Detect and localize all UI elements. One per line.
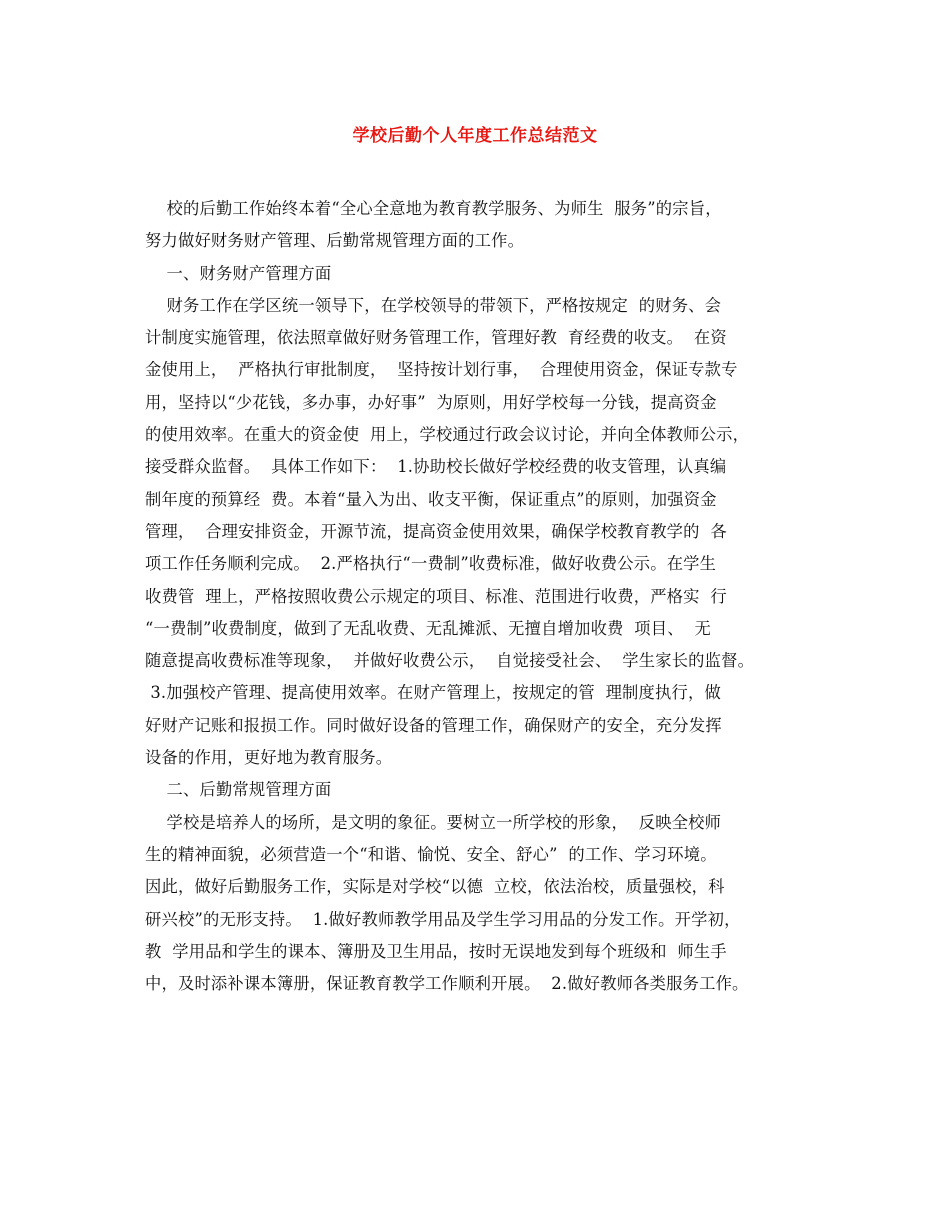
body-line: 中，及时添补课本簿册，保证教育教学工作顺利开展。 2.做好教师各类服务工作。 (145, 974, 749, 994)
body-line: 收费管 理上，严格按照收费公示规定的项目、标准、范围进行收费，严格实 行 (145, 586, 727, 606)
body-line: 研兴校”的无形支持。 1.做好教师教学用品及学生学习用品的分发工作。开学初， (145, 909, 741, 929)
body-line: 计制度实施管理，依法照章做好财务管理工作，管理好教 育经费的收支。 在资 (145, 328, 727, 348)
body-line: 随意提高收费标准等现象， 并做好收费公示， 自觉接受社会、 学生家长的监督。 (145, 651, 755, 671)
body-line: 好财产记账和报损工作。同时做好设备的管理工作，确保财产的安全，充分发挥 (145, 715, 722, 735)
body-line: 管理， 合理安排资金，开源节流，提高资金使用效果，确保学校教育教学的 各 (145, 521, 727, 541)
body-line: 努力做好财务财产管理、后勤常规管理方面的工作。 (145, 231, 525, 251)
body-line: 校的后勤工作始终本着“全心全意地为教育教学服务、为师生 服务”的宗旨， (145, 199, 722, 218)
body-line: 财务工作在学区统一领导下，在学校领导的带领下，严格按规定 的财务、会 (145, 295, 722, 315)
body-line: 因此，做好后勤服务工作，实际是对学校“以德 立校，依法治校，质量强校，科 (145, 877, 725, 897)
body-line: 制年度的预算经 费。本着“量入为出、收支平衡，保证重点”的原则，加强资金 (145, 489, 717, 509)
body-line: 接受群众监督。 具体工作如下： 1.协助校长做好学校经费的收支管理，认真编 (145, 457, 727, 477)
body-line: 教 学用品和学生的课本、簿册及卫生用品，按时无误地发到每个班级和 师生手 (145, 941, 727, 961)
body-line: “一费制”收费制度，做到了无乱收费、无乱摊派、无擅自增加收费 项目、 无 (145, 618, 711, 638)
body-line: 项工作任务顺利完成。 2.严格执行“一费制”收费标准，做好收费公示。在学生 (145, 554, 717, 574)
body-line: 生的精神面貌，必须营造一个“和谐、愉悦、安全、舒心” 的工作、学习环境。 (145, 844, 717, 864)
section-heading: 二、后勤常规管理方面 (145, 780, 332, 800)
section-heading: 一、财务财产管理方面 (145, 263, 332, 283)
body-line: 金使用上， 严格执行审批制度， 坚持按计划行事， 合理使用资金，保证专款专 (145, 360, 738, 380)
body-line: 的使用效率。在重大的资金使 用上，学校通过行政会议讨论，并向全体教师公示， (145, 425, 750, 445)
document-title: 学校后勤个人年度工作总结范文 (352, 126, 598, 146)
body-line: 设备的作用，更好地为教育服务。 (145, 748, 393, 768)
document-body (145, 193, 825, 1000)
body-line: 3.加强校产管理、提高使用效率。在财产管理上，按规定的管 理制度执行，做 (145, 683, 721, 703)
body-line: 用，坚持以“少花钱，多办事，办好事” 为原则，用好学校每一分钱，提高资金 (145, 392, 717, 412)
body-line: 学校是培养人的场所，是文明的象征。要树立一所学校的形象， 反映全校师 (145, 812, 722, 832)
